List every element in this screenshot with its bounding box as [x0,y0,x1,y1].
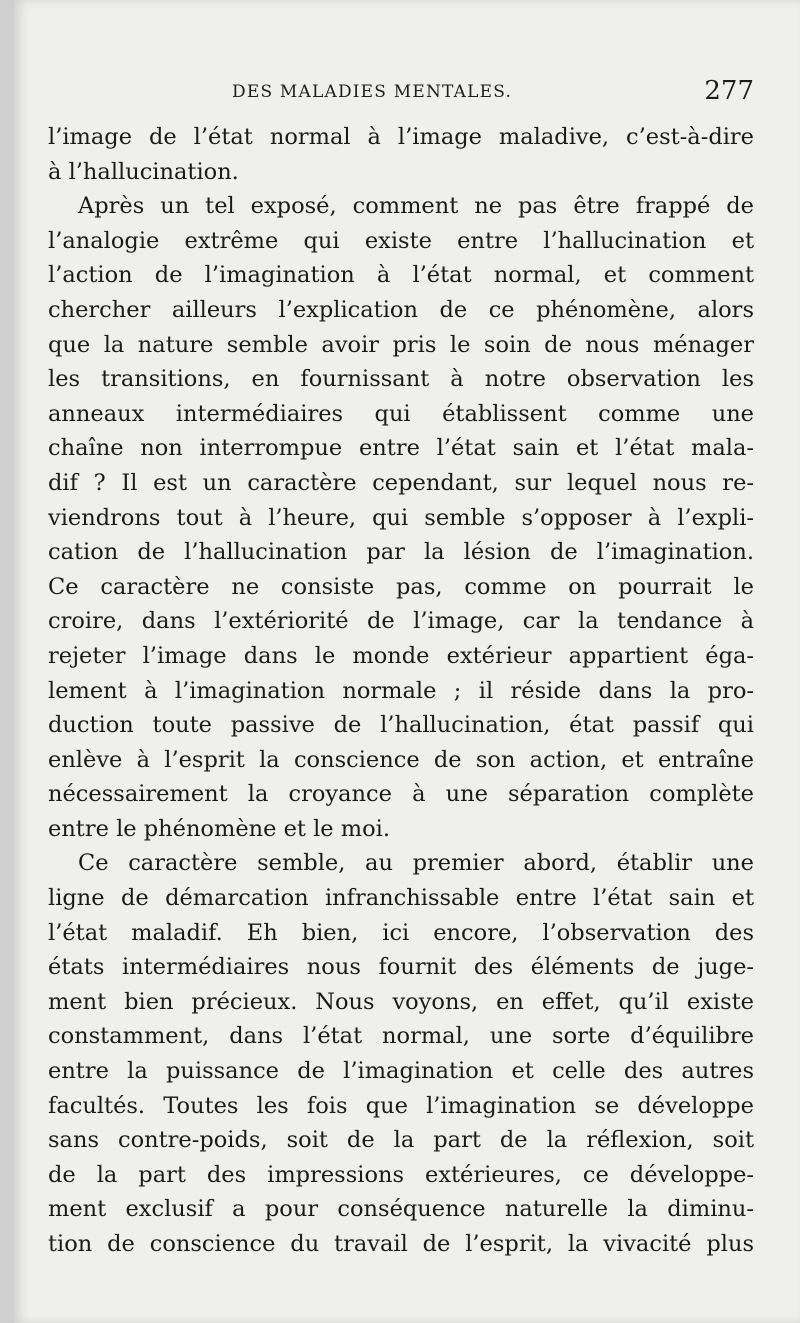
text-line: Après un tel exposé, comment ne pas être frappé de [78,193,754,220]
text-line: lement à l’imagination normale ; il réside dans la pro- [48,677,754,704]
text-line: facultés. Toutes les fois que l’imagination se développe [48,1092,754,1119]
text-line: enlève à l’esprit la conscience de son action, et entraîne [48,746,754,773]
paragraph [48,846,754,1261]
text-line: les transitions, en fournissant à notre observation les [48,366,754,393]
text-line: l’analogie extrême qui existe entre l’hallucination et [48,227,754,254]
page-number: 277 [704,76,754,106]
text-line: entre le phénomène et le moi. [48,815,390,842]
text-line: l’action de l’imagination à l’état normal, et comment [48,262,754,289]
text-line: dif ? Il est un caractère cependant, sur lequel nous re- [48,469,754,496]
text-line: entre la puissance de l’imagination et celle des autres [48,1058,754,1085]
text-line: Ce caractère ne consiste pas, comme on pourrait le [48,573,754,600]
text-line: ment exclusif a pour conséquence naturelle la diminu- [48,1196,754,1223]
text-line: anneaux intermédiaires qui établissent comme une [48,400,754,427]
text-line: états intermédiaires nous fournit des éléments de juge- [48,954,754,981]
text-line: viendrons tout à l’heure, qui semble s’opposer à l’expli- [48,504,754,531]
text-line: chercher ailleurs l’explication de ce phénomène, alors [48,296,754,323]
text-line: duction toute passive de l’hallucination, état passif qui [48,712,754,739]
text-line: rejeter l’image dans le monde extérieur appartient éga- [48,642,754,669]
book-page [14,0,800,1323]
text-line: à l’hallucination. [48,158,239,185]
text-line: ligne de démarcation infranchissable entre l’état sain et [48,885,754,912]
text-line: tion de conscience du travail de l’esprit, la vivacité plus [48,1231,754,1257]
text-line: de la part des impressions extérieures, ce développe- [48,1161,754,1188]
paragraph [48,120,754,189]
text-line: ment bien précieux. Nous voyons, en effet, qu’il existe [48,988,754,1015]
text-line: l’image de l’état normal à l’image maladive, c’est-à-dire [48,124,754,150]
text-line: sans contre-poids, soit de la part de la réflexion, soit [48,1127,754,1154]
paragraph [48,189,754,846]
text-line: constamment, dans l’état normal, une sorte d’équilibre [48,1023,754,1050]
text-line: cation de l’hallucination par la lésion de l’imagination. [48,539,754,566]
text-line: que la nature semble avoir pris le soin de nous ménager [48,331,754,358]
text-line: chaîne non interrompue entre l’état sain et l’état mala- [48,435,754,462]
running-head [14,76,754,110]
text-line: l’état maladif. Eh bien, ici encore, l’observation des [48,919,754,946]
text-line: Ce caractère semble, au premier abord, établir une [78,850,754,877]
text-line: nécessairement la croyance à une séparation complète [48,781,754,808]
text-line: croire, dans l’extériorité de l’image, car la tendance à [48,608,754,635]
body-text [48,120,754,1262]
running-title: DES MALADIES MENTALES. [232,82,513,102]
